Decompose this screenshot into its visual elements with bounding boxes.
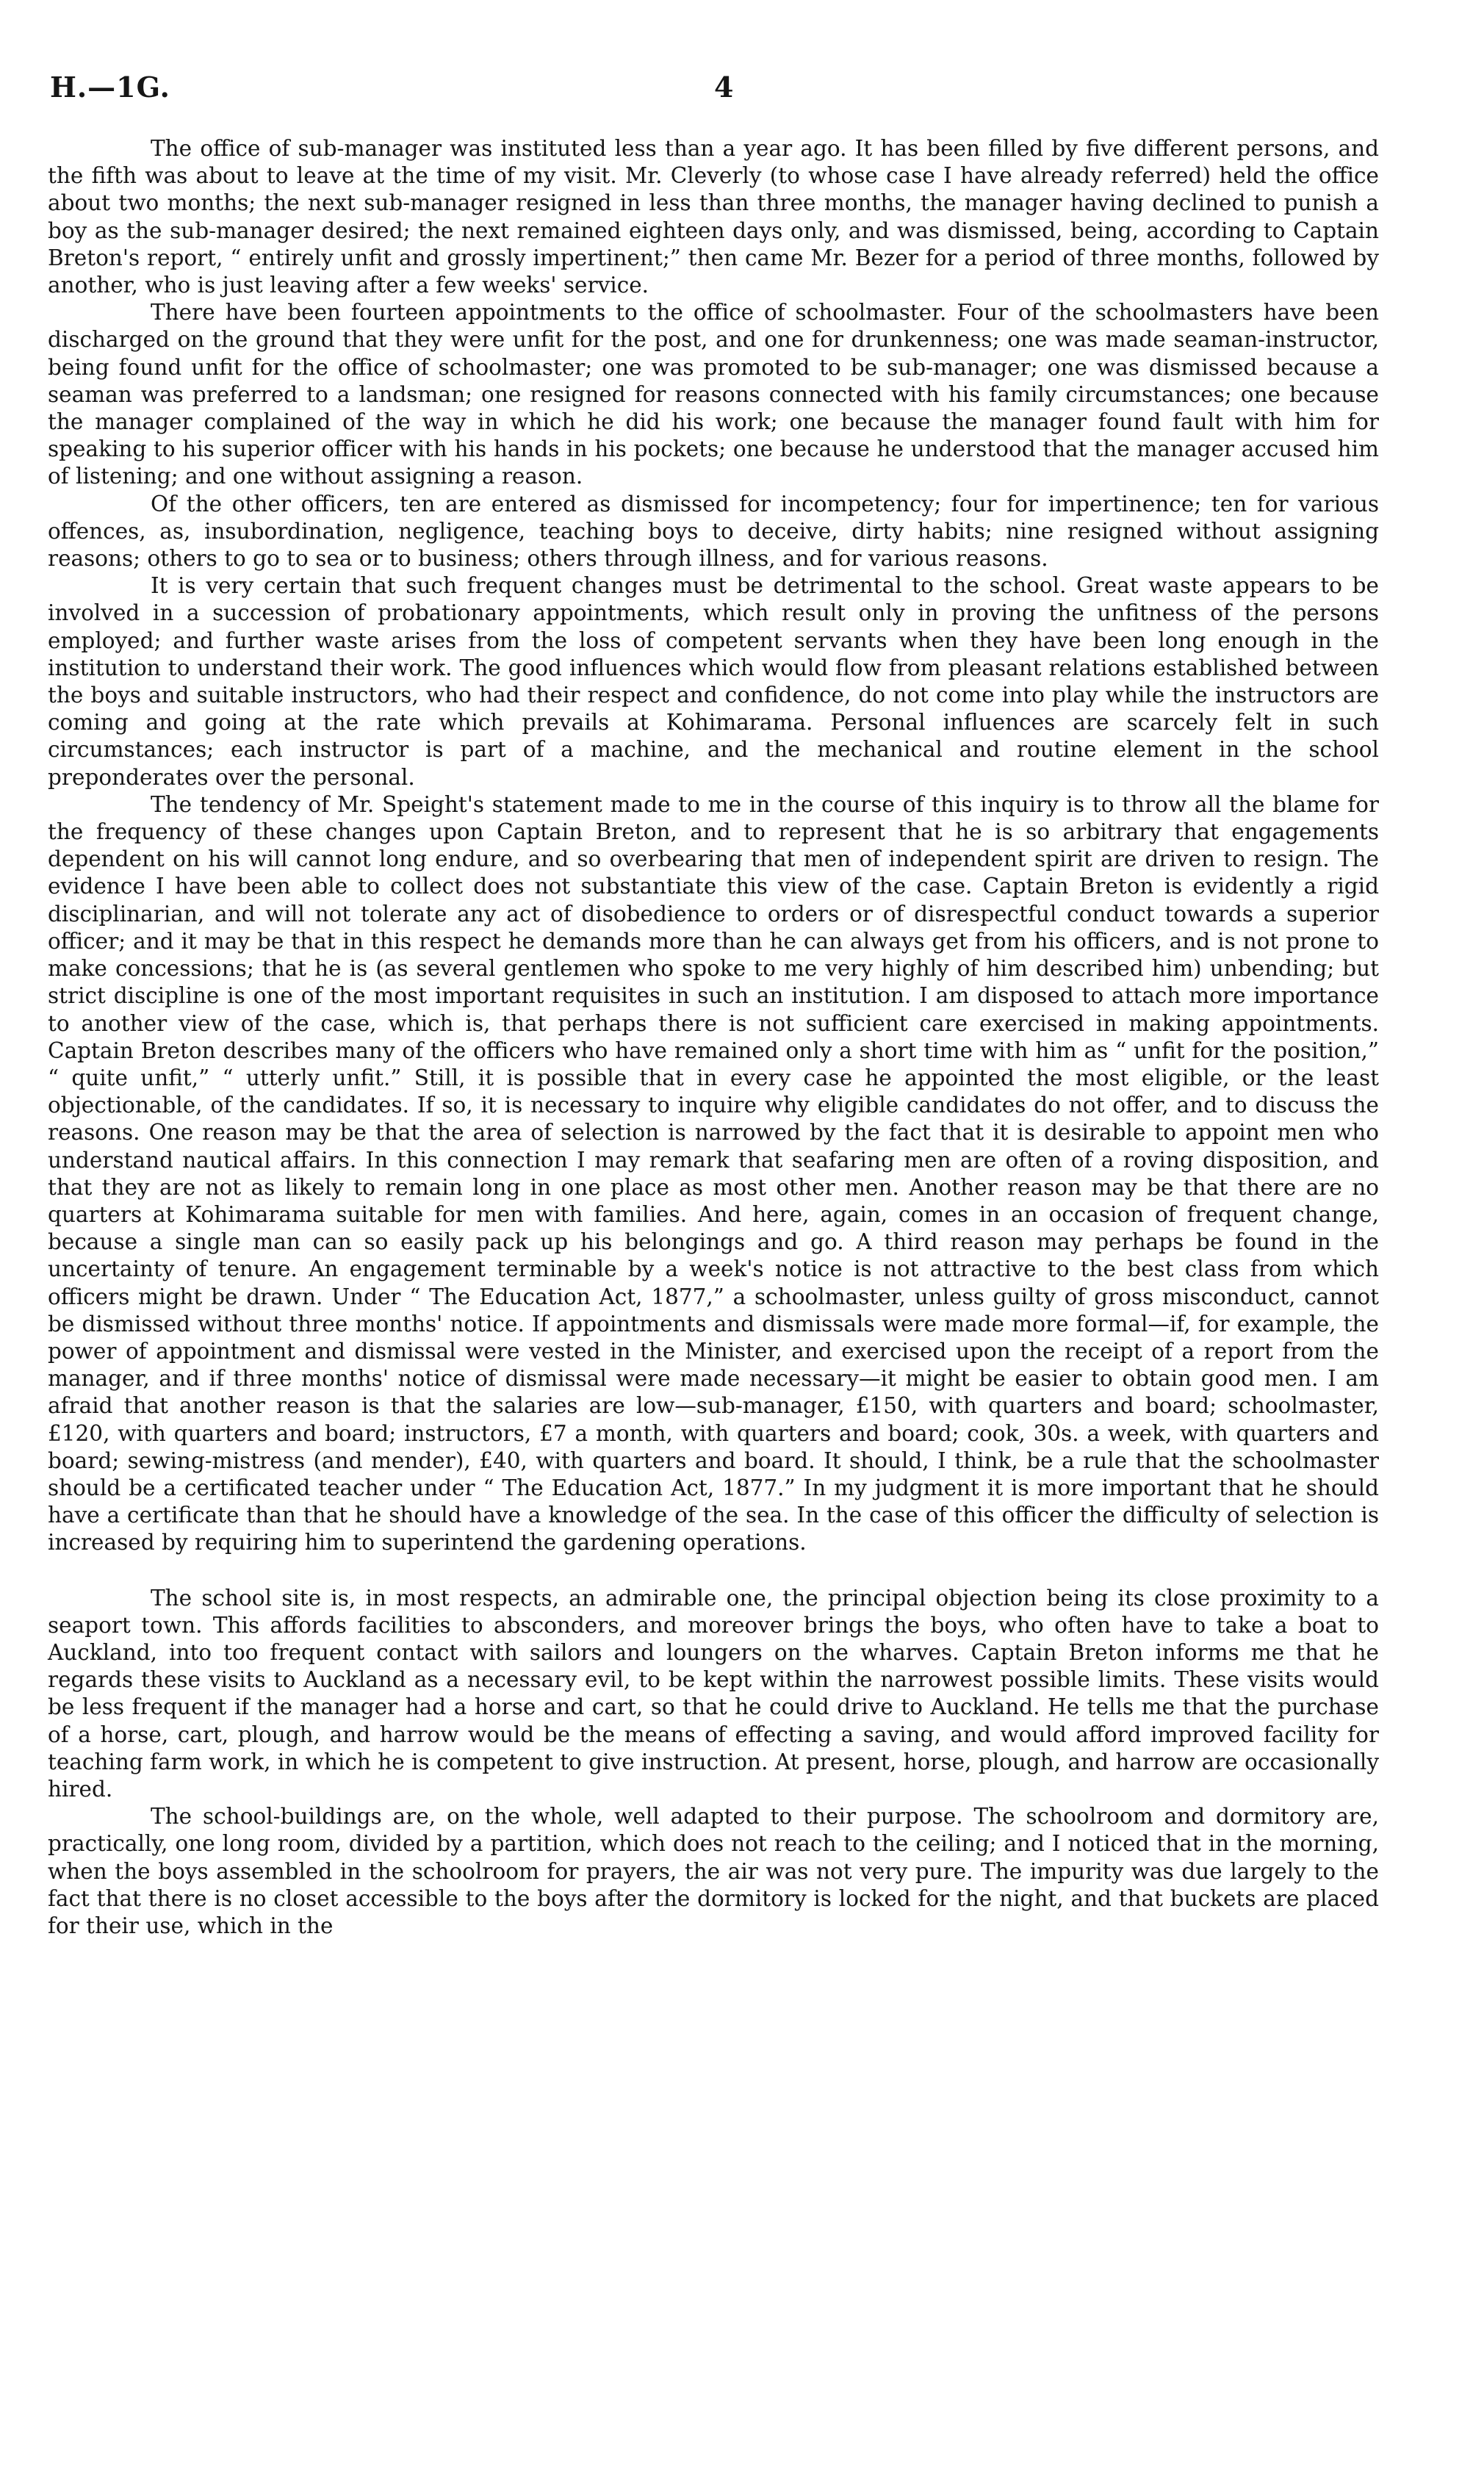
body-text xyxy=(48,135,1379,1940)
paragraph-speight-statement: The tendency of Mr. Speight's statement made to me in the course of this inquiry is to throw all the blame for the frequency of these changes upon Captain Breton, and to represent that he is so arbitrary that engagements dependent on his will cannot long endure, and so overbearing that men of independent spirit are driven to resign. The evidence I have been able to collect does not substantiate this view of the case. Captain Breton is evidently a rigid disciplinarian, and will not tolerate any act of disobedience to orders or of disrespectful conduct towards a superior officer; and it may be that in this respect he demands more than he can always get from his officers, and is not prone to make concessions; that he is (as several gentlemen who spoke to me very highly of him described him) unbending; but strict discipline is one of the most important requisites in such an institution. I am disposed to attach more importance to another view of the case, which is, that perhaps there is not sufficient care exercised in making appointments. Captain Breton describes many of the officers who have remained only a short time with him as “ unfit for the position,” “ quite unfit,” “ utterly unfit.” Still, it is possible that in every case he appointed the most eligible, or the least objectionable, of the candidates. If so, it is necessary to inquire why eligible candidates do not offer, and to discuss the reasons. One reason may be that the area of selection is narrowed by the fact that it is desirable to appoint men who understand nautical affairs. In this connection I may remark that seafaring men are often of a roving disposition, and that they are not as likely to remain long in one place as most other men. Another reason may be that there are no quarters at Kohimarama suitable for men with families. And here, again, comes in an occasion of frequent change, because a single man can so easily pack up his belongings and go. A third reason may perhaps be found in the uncertainty of tenure. An engagement terminable by a week's notice is not attractive to the best class from which officers might be drawn. Under “ The Education Act, 1877,” a schoolmaster, unless guilty of gross misconduct, cannot be dismissed without three months' notice. If appointments and dismissals were made more formal—if, for example, the power of appointment and dismissal were vested in the Minister, and exercised upon the receipt of a report from the manager, and if three months' notice of dismissal were made necessary—it might be easier to obtain good men. I am afraid that another reason is that the salaries are low—sub-manager, £150, with quarters and board; schoolmaster, £120, with quarters and board; instructors, £7 a month, with quarters and board; cook, 30s. a week, with quarters and board; sewing-mistress (and mender), £40, with quarters and board. It should, I think, be a rule that the schoolmaster should be a certificated teacher under “ The Education Act, 1877.” In my judgment it is more important that he should have a certificate than that he should have a knowledge of the sea. In the case of this officer the difficulty of selection is increased by requiring him to superintend the gardening operations. xyxy=(48,791,1379,1555)
document-code: H.—1G. xyxy=(50,71,170,104)
paragraph-school-site: The school site is, in most respects, an admirable one, the principal objection being its close proximity to a seaport town. This affords facilities to absconders, and moreover brings the boys, who often have to take a boat to Auckland, into too frequent contact with sailors and loungers on the wharves. Captain Breton informs me that he regards these visits to Auckland as a necessary evil, to be kept within the narrowest possible limits. These visits would be less frequent if the manager had a horse and cart, so that he could drive to Auckland. He tells me that the purchase of a horse, cart, plough, and harrow would be the means of effecting a saving, and would afford improved facility for teaching farm work, in which he is competent to give instruction. At present, horse, plough, and harrow are occasionally hired. xyxy=(48,1585,1379,1802)
paragraph-other-officers: Of the other officers, ten are entered as dismissed for incompetency; four for impertinence; ten for various offences, as, insubordination, negligence, teaching boys to deceive, dirty habits; nine resigned without assigning reasons; others to go to sea or to business; others through illness, and for various reasons. xyxy=(48,491,1379,572)
paragraph-school-buildings: The school-buildings are, on the whole, well adapted to their purpose. The schoolroom and dormitory are, practically, one long room, divided by a partition, which does not reach to the ceiling; and I noticed that in the morning, when the boys assembled in the schoolroom for prayers, the air was not very pure. The impurity was due largely to the fact that there is no closet accessible to the boys after the dormitory is locked for the night, and that buckets are placed for their use, which in the xyxy=(48,1804,1379,1938)
paragraph-sub-manager: The office of sub-manager was instituted less than a year ago. It has been filled by five different persons, and the fifth was about to leave at the time of my visit. Mr. Cleverly (to whose case I have already referred) held the office about two months; the next sub-manager resigned in less than three months, the manager having declined to punish a boy as the sub-manager desired; the next remained eighteen days only, and was dismissed, being, according to Captain Breton's report, “ entirely unfit and grossly impertinent;” then came Mr. Bezer for a period of three months, followed by another, who is just leaving after a few weeks' service. xyxy=(48,136,1379,298)
page-number: 4 xyxy=(714,71,734,104)
page-header xyxy=(44,71,1366,115)
paragraph-frequent-changes: It is very certain that such frequent changes must be detrimental to the school. Great waste appears to be involved in a succession of probationary appointments, which result only in proving the unfitness of the persons employed; and further waste arises from the loss of competent servants when they have been long enough in the institution to understand their work. The good influences which would flow from pleasant relations established between the boys and suitable instructors, who had their respect and confidence, do not come into play while the instructors are coming and going at the rate which prevails at Kohimarama. Personal influences are scarcely felt in such circumstances; each instructor is part of a machine, and the mechanical and routine element in the school preponderates over the personal. xyxy=(48,573,1379,790)
paragraph-schoolmaster-appointments: There have been fourteen appointments to the office of schoolmaster. Four of the schoolmasters have been discharged on the ground that they were unfit for the post, and one for drunkenness; one was made seaman-instructor, being found unfit for the office of schoolmaster; one was promoted to be sub-manager; one was dismissed because a seaman was preferred to a landsman; one resigned for reasons connected with his family circumstances; one because the manager complained of the way in which he did his work; one because the manager found fault with him for speaking to his superior officer with his hands in his pockets; one because he understood that the manager accused him of listening; and one without assigning a reason. xyxy=(48,300,1379,489)
